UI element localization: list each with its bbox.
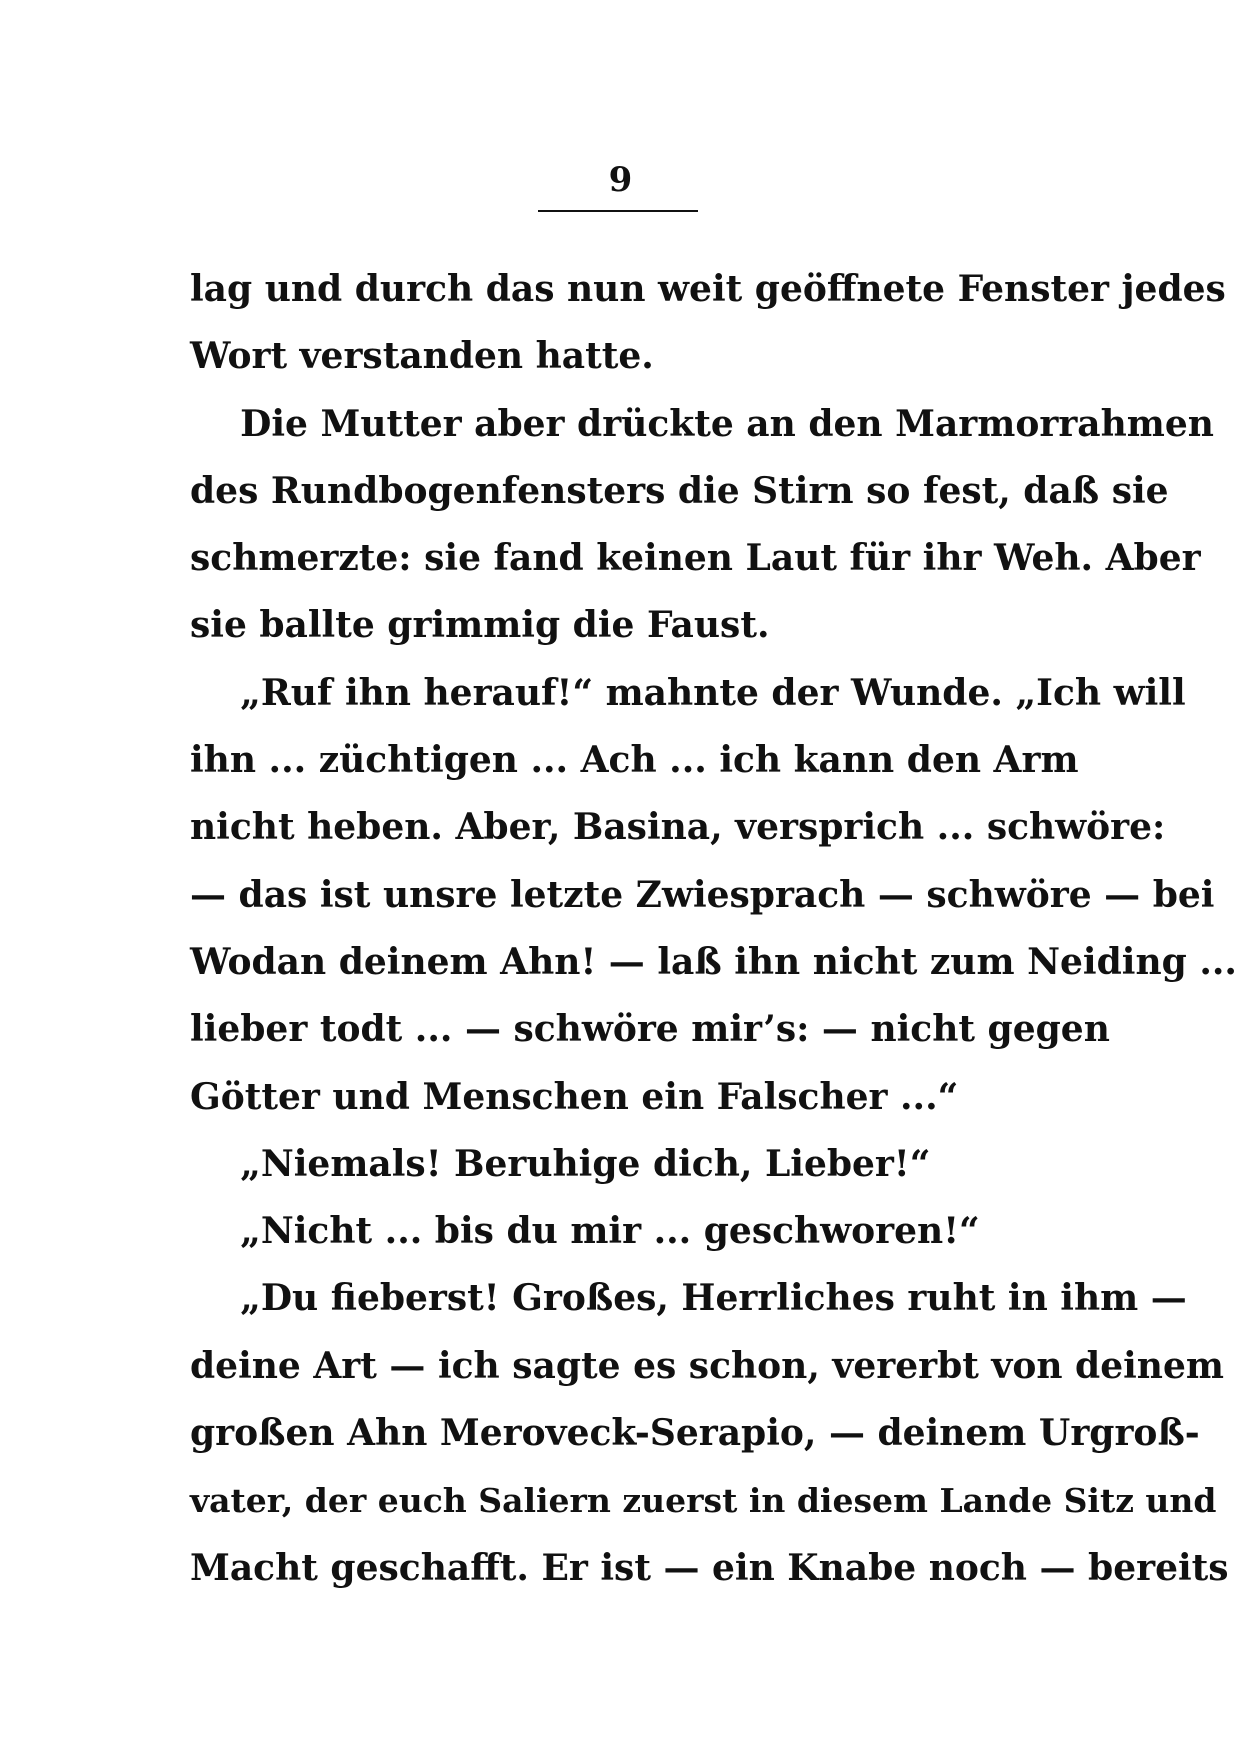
text-line: vater, der euch Saliern zuerst in diesem Lande Sitz und	[190, 1481, 1217, 1521]
header-rule	[538, 210, 698, 212]
text-line: sie ballte grimmig die Faust.	[190, 604, 770, 647]
text-line: „Du fieberst! Großes, Herrliches ruht in ihm —	[190, 1277, 1187, 1320]
text-line: großen Ahn Meroveck-Serapio, — deinem Urgroß-	[190, 1412, 1200, 1455]
text-line: lieber todt ... — schwöre mir’s: — nicht gegen	[190, 1008, 1110, 1051]
text-line: „Niemals! Beruhige dich, Lieber!“	[190, 1142, 931, 1185]
page-number: 9	[608, 160, 633, 200]
text-body	[190, 256, 1237, 1602]
text-line: des Rundbogenfensters die Stirn so fest, daß sie	[190, 469, 1169, 512]
text-line: lag und durch das nun weit geöffnete Fenster jedes	[190, 268, 1226, 310]
text-line: ihn ... züchtigen ... Ach ... ich kann den Arm	[190, 739, 1079, 782]
text-line: deine Art — ich sagte es schon, vererbt von deinem	[190, 1344, 1224, 1387]
text-line: — das ist unsre letzte Zwiesprach — schwöre — bei	[190, 873, 1215, 916]
text-line: Die Mutter aber drückte an den Marmorrahmen	[190, 402, 1214, 445]
text-line: Wodan deinem Ahn! — laß ihn nicht zum Neiding ...	[190, 940, 1237, 983]
text-line: Macht geschafft. Er ist — ein Knabe noch — bereits	[190, 1546, 1229, 1589]
text-line: Götter und Menschen ein Falscher ...“	[190, 1075, 959, 1118]
text-line: Wort verstanden hatte.	[190, 335, 654, 378]
text-line: nicht heben. Aber, Basina, versprich ... schwöre:	[190, 806, 1166, 849]
text-line: schmerzte: sie fand keinen Laut für ihr Weh. Aber	[190, 537, 1201, 580]
text-line: „Nicht ... bis du mir ... geschworen!“	[190, 1210, 980, 1253]
text-line: „Ruf ihn herauf!“ mahnte der Wunde. „Ich will	[190, 671, 1186, 714]
